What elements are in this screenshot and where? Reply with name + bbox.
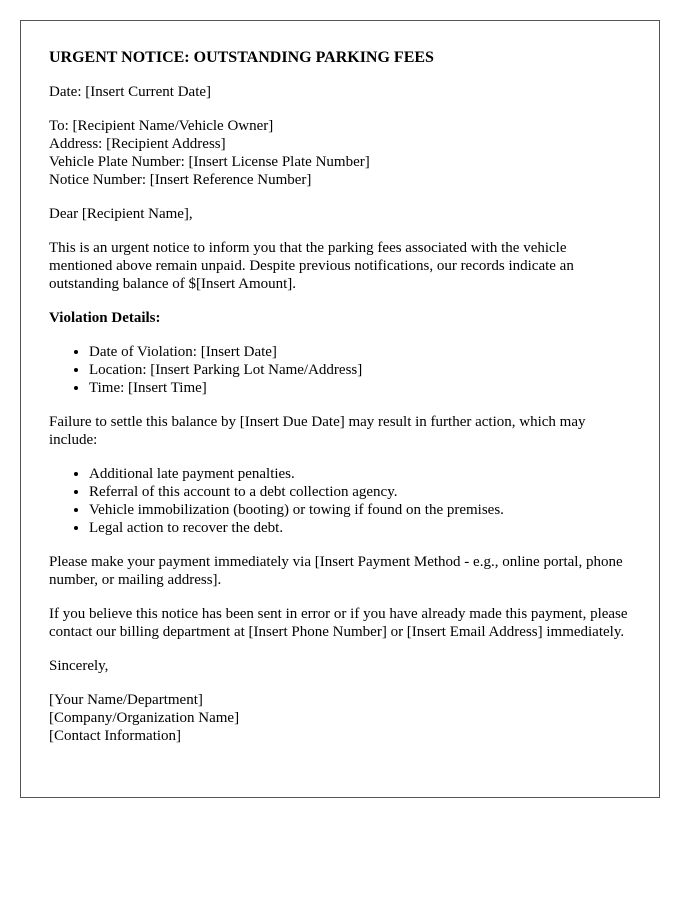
vehicle-plate: Vehicle Plate Number: [Insert License Plate Number] [49, 154, 370, 170]
list-item: • Location: [Insert Parking Lot Name/Address] [89, 361, 631, 379]
signature-company: [Company/Organization Name] [49, 710, 240, 726]
consequence-list [49, 465, 631, 537]
notice-number: Notice Number: [Insert Reference Number] [49, 172, 312, 188]
consequence-intro: Failure to settle this balance by [Insert Due Date] may result in further action, which may include: [49, 414, 586, 448]
list-item: • Referral of this account to a debt collection agency. [89, 483, 631, 501]
list-item: • Vehicle immobilization (booting) or towing if found on the premises. [89, 501, 631, 519]
recipient-block [49, 117, 631, 189]
list-item: • Time: [Insert Time] [89, 379, 631, 397]
recipient-address: Address: [Recipient Address] [49, 136, 226, 152]
payment-paragraph: Please make your payment immediately via [Insert Payment Method - e.g., online portal, phone number, or mailing address]. [49, 554, 623, 588]
signature-block [49, 691, 631, 745]
salutation: Dear [Recipient Name], [49, 206, 193, 222]
list-item: • Legal action to recover the debt. [89, 519, 631, 537]
closing: Sincerely, [49, 658, 109, 674]
contact-paragraph: If you believe this notice has been sent in error or if you have already made this payment, please contact our billing department at [Insert Phone Number] or [Insert Email Address] immediately. [49, 606, 628, 640]
intro-paragraph: This is an urgent notice to inform you that the parking fees associated with the vehicle mentioned above remain unpaid. Despite previous notifications, our records indicate an outstanding balance of $[Insert Amount]. [49, 240, 574, 292]
signature-name: [Your Name/Department] [49, 692, 203, 708]
notice-title: URGENT NOTICE: OUTSTANDING PARKING FEES [49, 49, 434, 66]
date-line: Date: [Insert Current Date] [49, 84, 212, 100]
notice-letter [20, 20, 660, 798]
recipient-to: To: [Recipient Name/Vehicle Owner] [49, 118, 274, 134]
signature-contact: [Contact Information] [49, 728, 182, 744]
violation-list [49, 343, 631, 397]
list-item: • Date of Violation: [Insert Date] [89, 343, 631, 361]
violation-heading: Violation Details: [49, 310, 161, 326]
list-item: • Additional late payment penalties. [89, 465, 631, 483]
